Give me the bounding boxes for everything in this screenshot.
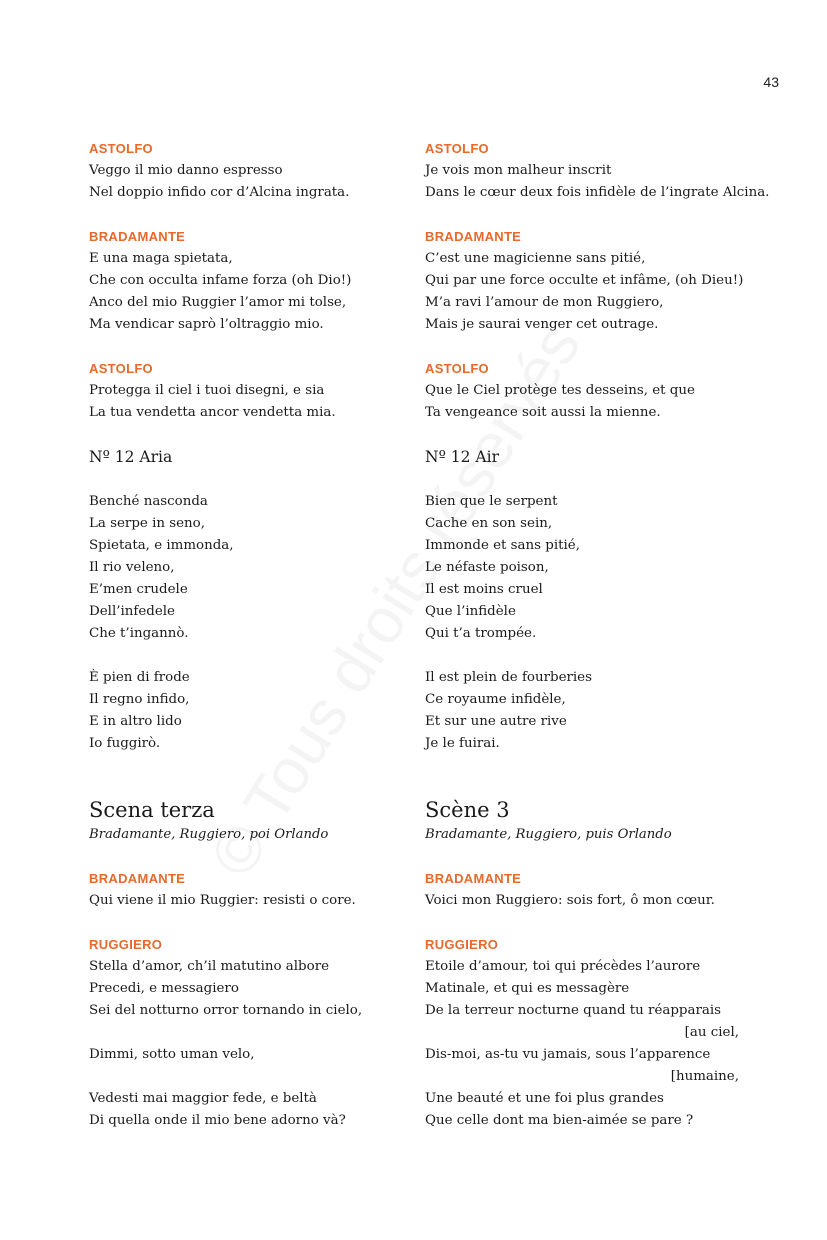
verse-line: Voici mon Ruggiero: sois fort, ô mon cœur.: [425, 893, 715, 908]
verse-line: Je vois mon malheur inscrit: [425, 163, 612, 178]
verse-line: Je le fuirai.: [425, 736, 500, 751]
scene-characters: Bradamante, Ruggiero, puis Orlando: [425, 827, 672, 842]
french-column: [425, 138, 770, 1132]
verse-line: M’a ravi l’amour de mon Ruggiero,: [425, 295, 664, 310]
verse-line: Que l’infidèle: [425, 604, 516, 619]
scene-title: Scène 3: [425, 798, 510, 822]
verse-line: Protegga il ciel i tuoi disegni, e sia: [89, 383, 325, 398]
verse-line: Ta vengeance soit aussi la mienne.: [425, 405, 661, 420]
verse-line: Stella d’amor, ch’il matutino albore: [89, 959, 330, 974]
italian-column: [89, 138, 419, 1132]
verse-line: Dans le cœur deux fois infidèle de l’ingrate Alcina.: [425, 185, 770, 200]
verse-line: Il regno infido,: [89, 692, 190, 707]
verse-line: Mais je saurai venger cet outrage.: [425, 317, 659, 332]
verse-line: Matinale, et qui es messagère: [425, 981, 630, 996]
verse-line: Qui par une force occulte et infâme, (oh Dieu!): [425, 273, 744, 288]
verse-line: E in altro lido: [89, 714, 182, 729]
verse-line: Il est plein de fourberies: [425, 670, 592, 685]
verse-line: Ma vendicar saprò l’oltraggio mio.: [89, 317, 324, 332]
verse-line: Qui viene il mio Ruggier: resisti o core.: [89, 893, 356, 908]
verse-line: Vedesti mai maggior fede, e beltà: [89, 1091, 317, 1106]
aria-title: Nº 12 Aria: [89, 448, 173, 466]
verse-line: Il rio veleno,: [89, 560, 175, 575]
verse-line: Et sur une autre rive: [425, 714, 567, 729]
verse-line: È pien di frode: [89, 670, 190, 685]
speaker-name: BRADAMANTE: [89, 229, 186, 244]
verse-line: Spietata, e immonda,: [89, 538, 234, 553]
speaker-name: RUGGIERO: [89, 937, 163, 952]
verse-line: Benché nasconda: [89, 494, 208, 509]
speaker-name: ASTOLFO: [89, 361, 153, 376]
verse-line: Que celle dont ma bien-aimée se pare ?: [425, 1113, 694, 1128]
speaker-name: RUGGIERO: [425, 937, 499, 952]
speaker-name: ASTOLFO: [425, 141, 489, 156]
verse-line: E una maga spietata,: [89, 251, 233, 266]
speaker-name: BRADAMANTE: [89, 871, 186, 886]
speaker-name: ASTOLFO: [425, 361, 489, 376]
verse-line: Precedi, e messagiero: [89, 981, 239, 996]
page-number: 43: [763, 74, 779, 90]
verse-line: Que le Ciel protège tes desseins, et que: [425, 383, 695, 398]
verse-line: Etoile d’amour, toi qui précèdes l’aurore: [425, 959, 701, 974]
scene-title: Scena terza: [89, 798, 215, 822]
speaker-name: ASTOLFO: [89, 141, 153, 156]
verse-line: Anco del mio Ruggier l’amor mi tolse,: [89, 295, 347, 310]
verse-line: Che t’ingannò.: [89, 626, 189, 641]
verse-line-continuation: [humaine,: [670, 1069, 739, 1084]
verse-line: Dell’infedele: [89, 604, 175, 619]
verse-line: Immonde et sans pitié,: [425, 538, 580, 553]
verse-line: De la terreur nocturne quand tu réapparais: [425, 1003, 722, 1018]
verse-line: C’est une magicienne sans pitié,: [425, 251, 646, 266]
verse-line: Di quella onde il mio bene adorno và?: [89, 1113, 346, 1128]
speaker-name: BRADAMANTE: [425, 871, 522, 886]
verse-line: Nel doppio infido cor d’Alcina ingrata.: [89, 185, 350, 200]
verse-line: La tua vendetta ancor vendetta mia.: [89, 405, 336, 420]
verse-line: Dimmi, sotto uman velo,: [89, 1047, 255, 1062]
aria-title: Nº 12 Air: [425, 448, 499, 466]
verse-line: Io fuggirò.: [89, 736, 161, 751]
verse-line: Che con occulta infame forza (oh Dio!): [89, 273, 352, 288]
verse-line: E’men crudele: [89, 582, 188, 597]
verse-line: La serpe in seno,: [89, 516, 205, 531]
verse-line: Il est moins cruel: [425, 582, 543, 597]
verse-line: Sei del notturno orror tornando in cielo,: [89, 1003, 363, 1018]
speaker-name: BRADAMANTE: [425, 229, 522, 244]
scene-characters: Bradamante, Ruggiero, poi Orlando: [89, 827, 329, 842]
verse-line: Veggo il mio danno espresso: [89, 163, 283, 178]
verse-line: Cache en son sein,: [425, 516, 553, 531]
verse-line-continuation: [au ciel,: [684, 1025, 739, 1040]
verse-line: Qui t’a trompée.: [425, 626, 537, 641]
verse-line: Ce royaume infidèle,: [425, 692, 566, 707]
verse-line: Le néfaste poison,: [425, 560, 549, 575]
verse-line: Bien que le serpent: [425, 494, 558, 509]
verse-line: Dis-moi, as-tu vu jamais, sous l’apparence: [425, 1047, 711, 1062]
verse-line: Une beauté et une foi plus grandes: [425, 1091, 664, 1106]
